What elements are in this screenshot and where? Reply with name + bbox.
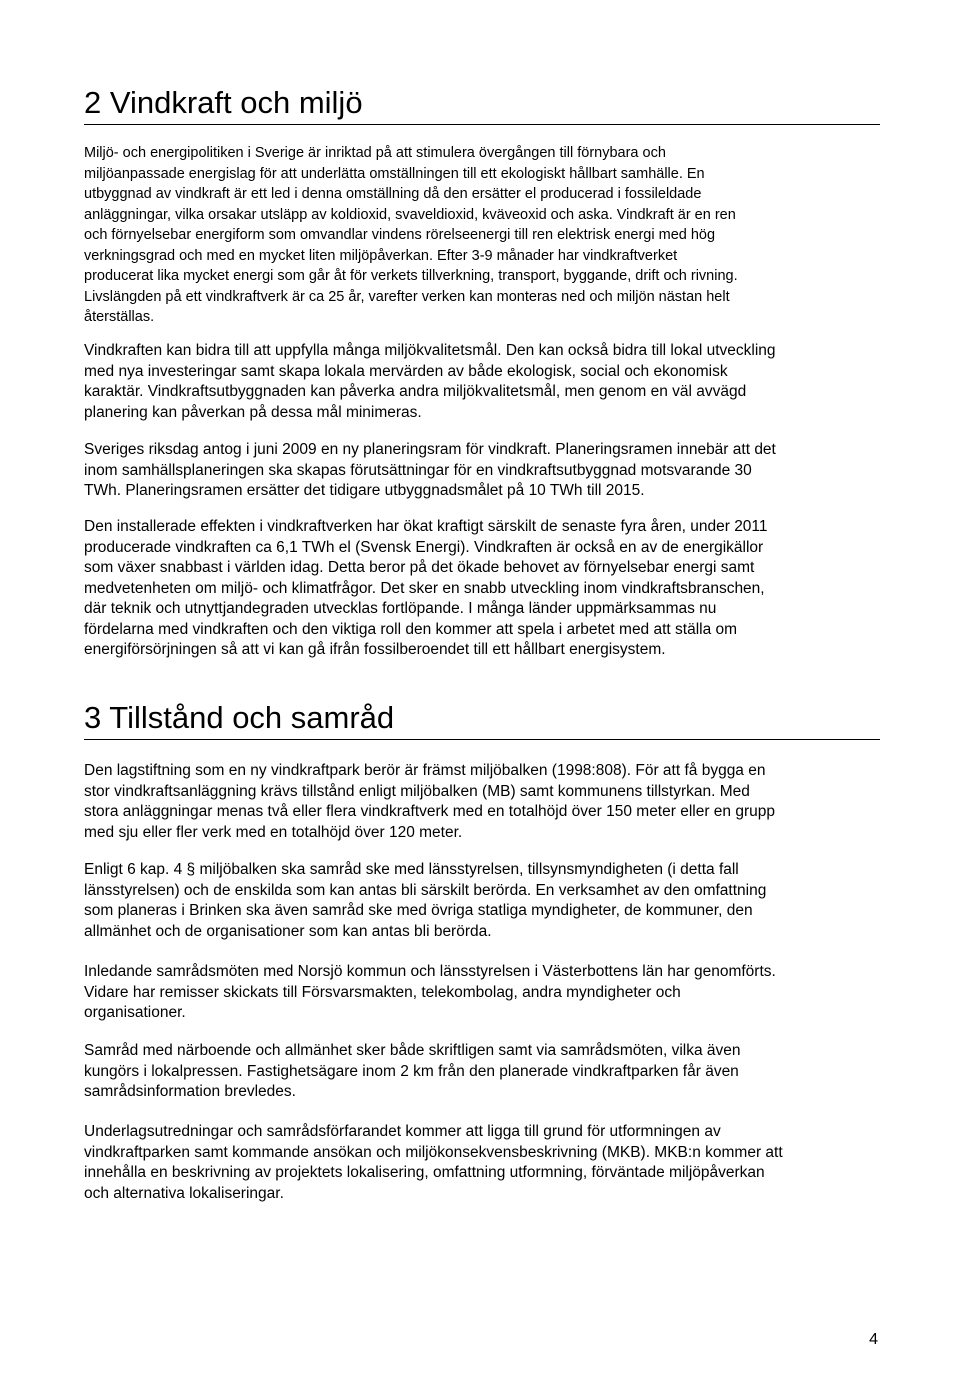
text-line: medvetenheten om miljö- och klimatfrågor. Det sker en snabb utveckling inom vindkraftsbranschen,	[84, 579, 765, 597]
paragraph	[84, 962, 876, 1024]
text-line: Samråd med närboende och allmänhet sker både skriftligen samt via samrådsmöten, vilka även	[84, 1042, 741, 1059]
text-line: utbyggnad av vindkraft är ett led i denna omställning då den ersätter el producerad i fossileldade	[84, 186, 702, 202]
text-line: energiförsörjningen så att vi kan gå ifrån fossilberoendet till ett hållbart energisystem.	[84, 641, 666, 658]
text-line: med nya investeringar samt skapa lokala mervärden av både ekologisk, social och ekonomisk	[84, 362, 728, 380]
text-line: där teknik och utnyttjandegraden utvecklas fortlöpande. I många länder uppmärksammas nu	[84, 600, 717, 617]
text-line: med sju eller fler verk med en totalhöjd över 120 meter.	[84, 823, 463, 841]
text-line: länsstyrelsen) och de enskilda som kan antas bli särskilt berörda. En verksamhet av den omfattning	[84, 881, 767, 899]
text-line: producerade vindkraften ca 6,1 TWh el (Svensk Energi). Vindkraften är också en av de energikällor	[84, 538, 764, 556]
text-line: TWh. Planeringsramen ersätter det tidigare utbyggnadsmålet på 10 TWh till 2015.	[84, 482, 645, 499]
text-line: inom samhällsplaneringen ska skapas förutsättningar för en vindkraftsutbyggnad motsvarande 30	[84, 461, 752, 479]
text-line: Vidare har remisser skickats till Försvarsmakten, telekombolag, andra myndigheter och	[84, 983, 681, 1001]
text-line: Enligt 6 kap. 4 § miljöbalken ska samråd ske med länsstyrelsen, tillsynsmyndigheten (i detta fall	[84, 861, 739, 878]
text-line: Underlagsutredningar och samrådsförfarandet kommer att ligga till grund för utformningen av	[84, 1123, 721, 1140]
paragraph	[84, 761, 876, 843]
paragraph	[84, 517, 876, 661]
text-line: stor vindkraftsanläggning krävs tillstånd enligt miljöbalken (MB) samt kommunens tillstyrkan. Med	[84, 782, 750, 800]
text-line: Sveriges riksdag antog i juni 2009 en ny planeringsram för vindkraft. Planeringsramen innebär att det	[84, 441, 776, 458]
text-line: anläggningar, vilka orsakar utsläpp av koldioxid, svaveldioxid, kväveoxid och aska. Vindkraft är en ren	[84, 206, 736, 223]
text-line: återställas.	[84, 309, 155, 325]
page-number: 4	[869, 1331, 878, 1348]
paragraph	[84, 440, 876, 502]
text-line: miljöanpassade energislag för att underlätta omställningen till ett ekologiskt hållbart samhälle. En	[84, 165, 705, 182]
text-line: innehålla en beskrivning av projektets lokalisering, omfattning utformning, förväntade miljöpåverkan	[84, 1164, 765, 1181]
text-line: och förnyelsebar energiform som omvandlar vindens rörelseenergi till ren elektrisk energi med hög	[84, 227, 716, 243]
text-line: Miljö- och energipolitiken i Sverige är inriktad på att stimulera övergången till förnybara och	[84, 145, 666, 161]
text-line: planering kan påverkan på dessa mål minimeras.	[84, 403, 422, 421]
text-line: Inledande samrådsmöten med Norsjö kommun och länsstyrelsen i Västerbottens län har genomförts.	[84, 963, 776, 980]
paragraph	[84, 341, 876, 423]
text-line: allmänhet och de organisationer som kan antas bli berörda.	[84, 922, 492, 940]
text-line: verkningsgrad och med en mycket liten miljöpåverkan. Efter 3-9 månader har vindkraftverket	[84, 247, 678, 264]
paragraph	[84, 860, 876, 942]
text-line: som växer snabbast i världen idag. Detta beror på det ökade behovet av förnyelsebar energi samt	[84, 559, 755, 576]
text-line: kungörs i lokalpressen. Fastighetsägare inom 2 km från den planerade vindkraftparken får även	[84, 1062, 739, 1080]
text-line: Den lagstiftning som en ny vindkraftpark berör är främst miljöbalken (1998:808). För att få bygga en	[84, 762, 766, 779]
text-line: fördelarna med vindkraften och den viktiga roll den kommer att spela i arbetet med att ställa om	[84, 620, 738, 638]
text-line: och alternativa lokaliseringar.	[84, 1184, 284, 1202]
section-heading: 2 Vindkraft och miljö	[84, 84, 880, 125]
text-line: Livslängden på ett vindkraftverk är ca 25 år, varefter verken kan monteras ned och miljön nästan helt	[84, 288, 730, 305]
section-heading: 3 Tillstånd och samråd	[84, 699, 880, 740]
text-line: karaktär. Vindkraftsutbyggnaden kan påverka andra miljökvalitetsmål, men genom en väl avvägd	[84, 383, 747, 400]
text-line: som planeras i Brinken ska även samråd ske med övriga statliga myndigheter, de kommuner, den	[84, 902, 753, 919]
text-line: samrådsinformation brevledes.	[84, 1083, 296, 1100]
text-line: Vindkraften kan bidra till att uppfylla många miljökvalitetsmål. Den kan också bidra till lokal utveckling	[84, 342, 776, 359]
paragraph	[84, 1122, 876, 1204]
text-line: stora anläggningar menas två eller flera vindkraftverk med en totalhöjd över 150 meter eller en grupp	[84, 803, 775, 820]
text-line: organisationer.	[84, 1004, 186, 1021]
text-line: vindkraftparken samt kommande ansökan och miljökonsekvensbeskrivning (MKB). MKB:n kommer att	[84, 1143, 783, 1161]
text-line: producerat lika mycket energi som går åt för verkets tillverkning, transport, byggande, drift och rivning.	[84, 268, 738, 284]
paragraph	[84, 1041, 876, 1103]
paragraph	[84, 143, 876, 328]
text-line: Den installerade effekten i vindkraftverken har ökat kraftigt särskilt de senaste fyra åren, under 2011	[84, 518, 768, 535]
